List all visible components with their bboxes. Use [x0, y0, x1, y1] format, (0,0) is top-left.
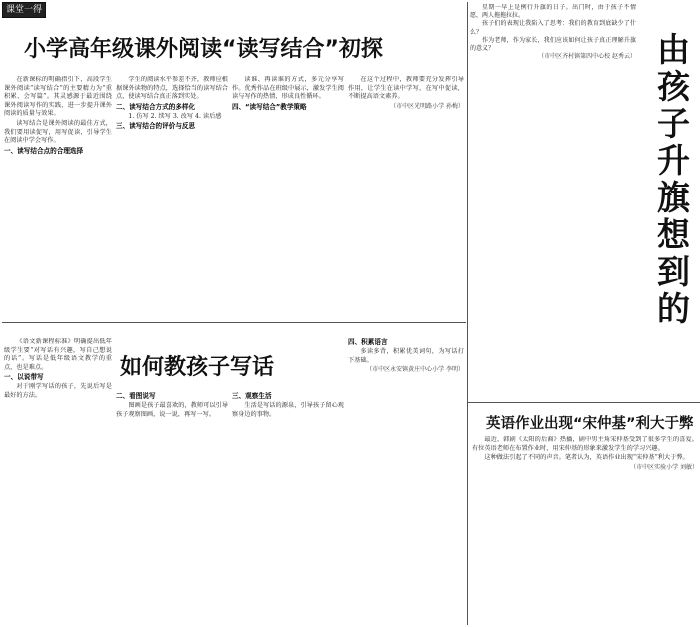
article2-title: 如何教孩子写话 [120, 355, 275, 380]
article1-col2-p2: 1. 仿写 2. 续写 3. 改写 4. 读后感 [128, 112, 222, 120]
article3-p2: 孩子们的表现让我陷入了思考：我们的教育到底缺少了什么？ [470, 20, 636, 36]
article1-col1 [4, 76, 112, 316]
article1-col1-sub: 一、读写结合点的合理选择 [4, 146, 84, 155]
article2-col1-sub: 一、以说带写 [4, 373, 44, 382]
article4-body [472, 436, 698, 624]
article1-col2-sub1: 二、读写结合方式的多样化 [116, 102, 196, 111]
article3-p3: 作为老师，作为家长，我们应该如何让孩子真正理解升旗的意义？ [470, 36, 636, 53]
divider-article3 [468, 402, 700, 403]
article1-title: 小学高年级课外阅读“读写结合”初探 [24, 37, 383, 62]
article2-col3-p1: 生活是写话的源泉，引导孩子留心观察身边的事物。 [232, 402, 344, 418]
article3-body [470, 4, 636, 399]
masthead-badge: 课堂一得 [2, 2, 46, 18]
article2-col1-p2: 对于刚学写话的孩子，先说后写是最好的方法。 [4, 383, 112, 399]
article2-byline: （市中区永安镇黄庄中心小学 李明） [366, 366, 464, 374]
article1-col3-p1: 读谁、再读谁的方式，多元分享写作。优秀作品在班级中展示，激发学生阅读与写作的热情，形成良性循环。 [232, 76, 344, 101]
article4-p1: 最近，韩剧《太阳的后裔》热播，剧中男主角宋仲基受到了很多学生的喜爱。有位英语老师在布置作业时，用宋仲基的形象来激发学生的学习兴趣。 [472, 436, 698, 452]
article1-col3-sub: 四、“读写结合”教学策略 [232, 102, 307, 111]
divider-article1 [2, 322, 466, 323]
article2-col4 [348, 338, 464, 624]
article3-title: 由孩子升旗想到的 [652, 32, 691, 328]
article1-col1-p2: 读写结合是课外阅读的最佳方式，我们要用读促写，用写促读，引导学生在阅读中学会写作。 [4, 119, 112, 145]
article2-col4-p1: 多读多背，积累优美词句，为写话打下基础。 [348, 348, 464, 364]
article2-col3-sub: 三、观察生活 [232, 392, 272, 400]
article1-col2-p1: 学生的阅读水平参差不齐，教师应根据课外读物的特点，选择恰当的读写结合点，使读写结合真正落到实处。 [116, 76, 228, 101]
article1-col3 [232, 76, 344, 316]
article1-col2 [116, 76, 228, 316]
article2-col1 [4, 338, 112, 624]
article1-col4 [348, 76, 464, 316]
divider-vertical [467, 2, 468, 625]
article2-col2-p1: 图画是孩子最喜欢的，教师可以引导孩子观察图画，说一说，再写一写。 [116, 402, 228, 418]
article2-col4-sub: 四、积累语言 [348, 338, 388, 346]
article4-byline: （市中区实验小学 刘敏） [630, 463, 698, 471]
article1-byline: （市中区光明路小学 孙梅） [390, 102, 464, 110]
article2-col2 [116, 392, 228, 624]
article1-col2-sub2: 三、读写结合的评价与反思 [116, 122, 196, 131]
article3-p1: 星期一早上是例行升旗的日子。出门时，由于孩子不情愿，两人拖拖拉拉。 [470, 4, 636, 20]
article2-col1-p1: 《语文新课程标准》明确提出低年级学生要“对写话有兴趣，写自己想说的话”。写话是低年级语文教学的重点，也是难点。 [4, 338, 112, 371]
article1-col4-p1: 在这个过程中，教师要充分发挥引导作用，让学生在读中学写，在写中促读，不断提高语文素养。 [348, 76, 464, 101]
article2-col2-sub: 二、看图说写 [116, 392, 156, 400]
article1-col1-p1: 在新课标的明确指引下，高段学生课外阅读“读写结合”的主要精力为“重积累、会写篇”。其灵感源于最近围绕课外阅读写作的实践，进一步提升课外阅读的质量与效果。 [4, 76, 112, 118]
article2-col3 [232, 392, 344, 624]
article3-byline: （市中区齐村镇第四中心校 赵秀云） [538, 53, 636, 61]
article4-p2: 这种做法引起了不同的声音。笔者认为，英语作业出现“宋仲基”利大于弊。 [484, 454, 689, 462]
article4-title: 英语作业出现“宋仲基”利大于弊 [486, 416, 694, 432]
